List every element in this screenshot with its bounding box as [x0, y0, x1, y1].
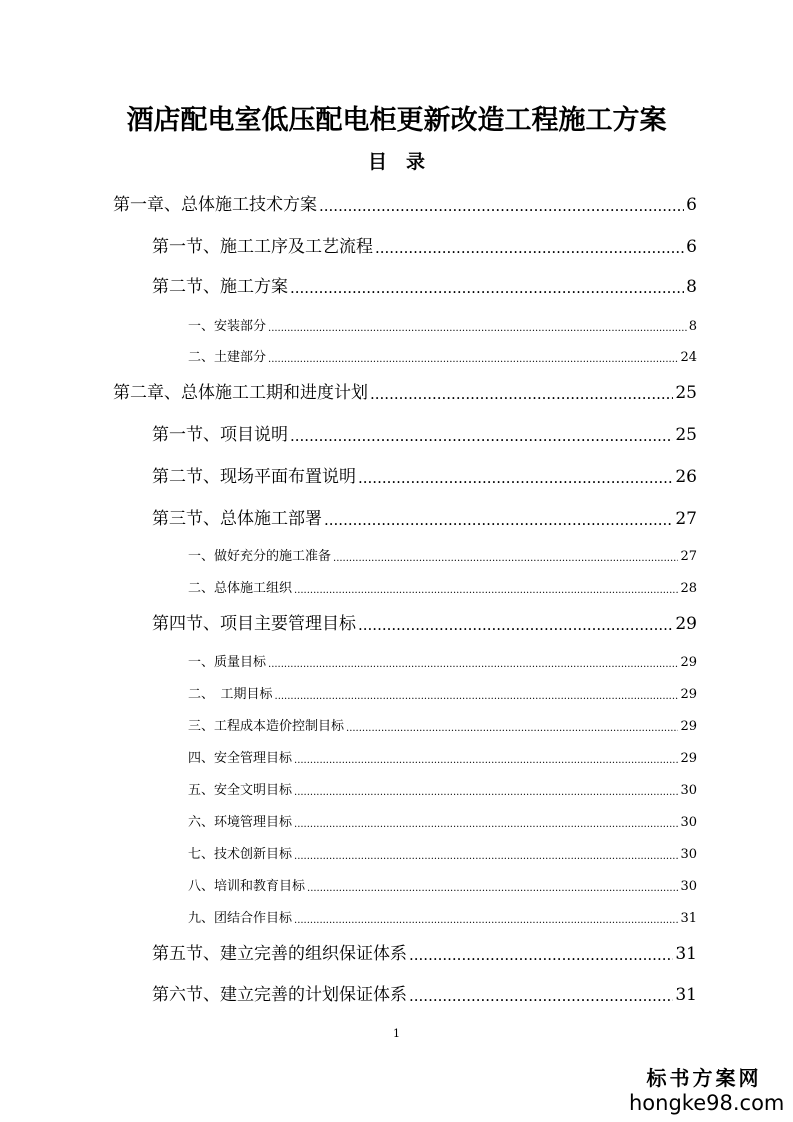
toc-entry-label: 二、土建部分 — [188, 350, 267, 365]
toc-leader-dots — [370, 385, 673, 403]
toc-entry[interactable] — [113, 190, 697, 215]
toc-entry-page: 6 — [686, 237, 697, 257]
toc-entry-page: 25 — [675, 383, 697, 403]
toc-entry-page: 29 — [680, 687, 697, 702]
toc-entry[interactable] — [188, 545, 697, 564]
toc-entry-label: 第二节、现场平面布置说明 — [152, 467, 356, 487]
toc-entry-label: 一、安装部分 — [188, 319, 267, 334]
toc-entry-page: 6 — [686, 195, 697, 215]
toc-entry[interactable] — [188, 907, 697, 926]
toc-entry-label: 五、安全文明目标 — [188, 783, 293, 798]
toc-entry[interactable] — [152, 939, 697, 964]
toc-leader-dots — [294, 787, 678, 798]
toc-entry[interactable] — [113, 378, 697, 403]
toc-entry[interactable] — [152, 232, 697, 257]
toc-entry-page: 31 — [680, 911, 697, 926]
toc-entry[interactable] — [152, 420, 697, 445]
toc-entry[interactable] — [152, 609, 697, 634]
toc-leader-dots — [294, 851, 678, 862]
toc-entry-label: 第三节、总体施工部署 — [152, 509, 322, 529]
toc-entry-page: 30 — [680, 847, 697, 862]
toc-entry-label: 第六节、建立完善的计划保证体系 — [152, 985, 407, 1005]
toc-entry-label: 四、安全管理目标 — [188, 751, 293, 766]
toc-entry[interactable] — [188, 315, 697, 334]
toc-entry-label: 九、团结合作目标 — [188, 911, 293, 926]
toc-entry[interactable] — [188, 811, 697, 830]
toc-leader-dots — [275, 691, 679, 702]
toc-leader-dots — [319, 197, 684, 215]
toc-entry[interactable] — [188, 747, 697, 766]
toc-entry-page: 28 — [680, 581, 697, 596]
toc-entry[interactable] — [188, 715, 697, 734]
toc-entry-page: 26 — [675, 467, 697, 487]
toc-entry-label: 第二节、施工方案 — [152, 277, 288, 297]
toc-leader-dots — [268, 354, 678, 365]
toc-entry[interactable] — [152, 980, 697, 1005]
toc-leader-dots — [294, 585, 678, 596]
toc-entry-label: 一、做好充分的施工准备 — [188, 549, 332, 564]
toc-entry[interactable] — [188, 683, 697, 702]
toc-entry-page: 25 — [675, 425, 697, 445]
toc-entry-label: 一、质量目标 — [188, 655, 267, 670]
toc-leader-dots — [375, 239, 684, 257]
toc-entry[interactable] — [152, 462, 697, 487]
toc-entry-page: 8 — [688, 319, 697, 334]
toc-entry[interactable] — [188, 843, 697, 862]
toc-entry-label: 二、 工期目标 — [188, 687, 273, 702]
toc-leader-dots — [358, 469, 673, 487]
toc-entry-page: 29 — [675, 614, 697, 634]
toc-entry[interactable] — [188, 651, 697, 670]
toc-entry-page: 31 — [675, 985, 697, 1005]
toc-entry-label: 第一节、项目说明 — [152, 425, 288, 445]
toc-entry-page: 30 — [680, 879, 697, 894]
watermark-cn: 标书方案网 — [646, 1066, 762, 1090]
document-title: 酒店配电室低压配电柜更新改造工程施工方案 — [126, 105, 667, 136]
toc-leader-dots — [358, 616, 673, 634]
toc-leader-dots — [294, 819, 678, 830]
toc-entry[interactable] — [188, 346, 697, 365]
toc-entry-label: 二、总体施工组织 — [188, 581, 293, 596]
toc-entry-label: 第四节、项目主要管理目标 — [152, 614, 356, 634]
toc-entry[interactable] — [188, 577, 697, 596]
toc-entry-label: 八、培训和教育目标 — [188, 879, 306, 894]
toc-leader-dots — [290, 279, 684, 297]
toc-entry-label: 七、技术创新目标 — [188, 847, 293, 862]
toc-entry-label: 第五节、建立完善的组织保证体系 — [152, 944, 407, 964]
toc-entry-page: 8 — [686, 277, 697, 297]
toc-entry[interactable] — [152, 272, 697, 297]
toc-entry-page: 24 — [680, 350, 697, 365]
toc-leader-dots — [333, 553, 678, 564]
toc-leader-dots — [268, 659, 678, 670]
toc-entry[interactable] — [152, 504, 697, 529]
toc-leader-dots — [409, 946, 673, 964]
toc-leader-dots — [290, 427, 673, 445]
toc-leader-dots — [346, 723, 678, 734]
toc-entry-label: 第一章、总体施工技术方案 — [113, 195, 317, 215]
page-number: 1 — [393, 1027, 400, 1040]
toc-leader-dots — [268, 323, 687, 334]
toc-entry-page: 30 — [680, 783, 697, 798]
toc-leader-dots — [409, 987, 673, 1005]
toc-entry[interactable] — [188, 779, 697, 798]
toc-entry-label: 第二章、总体施工工期和进度计划 — [113, 383, 368, 403]
toc-leader-dots — [294, 755, 678, 766]
toc-entry-label: 三、工程成本造价控制目标 — [188, 719, 345, 734]
toc-entry-page: 31 — [675, 944, 697, 964]
toc-leader-dots — [307, 883, 678, 894]
toc-entry-label: 第一节、施工工序及工艺流程 — [152, 237, 373, 257]
toc-entry-page: 30 — [680, 815, 697, 830]
toc-leader-dots — [294, 915, 678, 926]
watermark-url: hongke98.com — [629, 1091, 785, 1115]
toc-entry[interactable] — [188, 875, 697, 894]
watermark — [629, 1066, 785, 1116]
toc-entry-page: 29 — [680, 751, 697, 766]
toc-entry-page: 27 — [680, 549, 697, 564]
toc-heading: 目 录 — [367, 151, 425, 173]
toc-leader-dots — [324, 511, 673, 529]
toc-entry-label: 六、环境管理目标 — [188, 815, 293, 830]
toc-entry-page: 29 — [680, 655, 697, 670]
toc-entry-page: 27 — [675, 509, 697, 529]
toc-entry-page: 29 — [680, 719, 697, 734]
